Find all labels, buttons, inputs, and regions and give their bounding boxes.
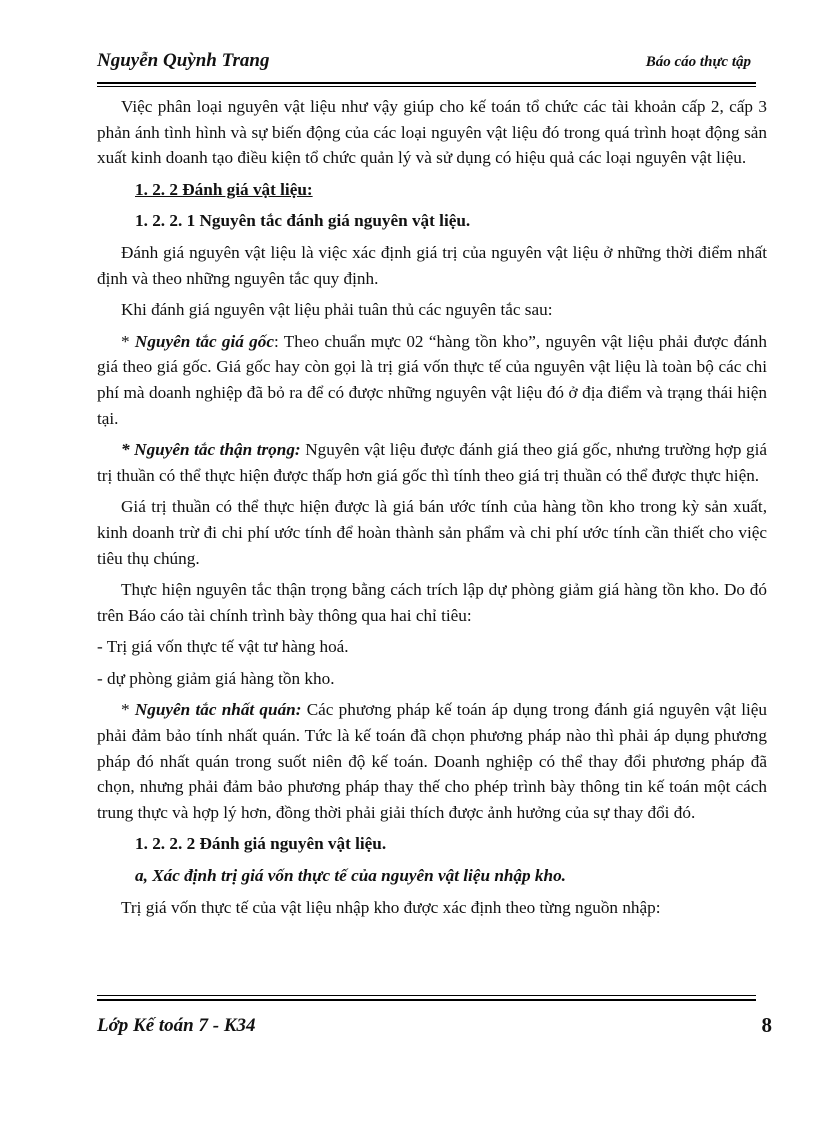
bullet-star: * — [121, 700, 135, 720]
paragraph-historical-cost — [97, 329, 767, 431]
heading-1-2-2-2: 1. 2. 2. 2 Đánh giá nguyên vật liệu. — [135, 834, 387, 854]
text-consistency: Các phương pháp kế toán áp dụng trong đánh giá nguyên vật liệu phải đảm bảo tính nhất quán. Tức là kế toán đã chọn phương pháp nào thì phải áp dụng phương pháp đó nhất quán trong suốt niên độ kế toán. Doanh nghiệp có thể thay đổi phương pháp đã chọn, nhưng phải đảm bảo phương pháp thay thế cho phép trình bày thông tin kế toán một cách trung thực và hợp lý hơn, đồng thời phải giải thích được ảnh hưởng của sự thay đổi đó. — [97, 700, 767, 822]
paragraph-consistency — [97, 697, 767, 825]
paragraph-provision: Thực hiện nguyên tắc thận trọng bằng cách trích lập dự phòng giảm giá hàng tồn kho. Do đó trên Báo cáo tài chính trình bày thông qua hai chỉ tiêu: — [97, 580, 767, 625]
header-rule-thick — [97, 82, 756, 84]
paragraph-principles-intro: Khi đánh giá nguyên vật liệu phải tuân thủ các nguyên tắc sau: — [121, 300, 553, 320]
page-number: 8 — [761, 1013, 772, 1037]
footer-rule-thick — [97, 999, 756, 1001]
term-consistency: Nguyên tắc nhất quán: — [134, 700, 302, 720]
text-historical-cost: : Theo chuẩn mực 02 “hàng tồn kho”, nguyên vật liệu phải được đánh giá theo giá gốc. Giá gốc hay còn gọi là trị giá vốn thực tế của nguyên vật liệu là toàn bộ các chi phí mà doanh nghiệp đã bỏ ra để có được những nguyên vật liệu đó ở địa điểm và trạng thái hiện tại. — [97, 331, 767, 428]
paragraph-valuation-definition: Đánh giá nguyên vật liệu là việc xác định giá trị của nguyên vật liệu ở những thời điểm nhất định và theo những nguyên tắc quy định. — [97, 242, 767, 288]
bullet-star: * — [121, 331, 135, 351]
footer-rule-thin — [97, 995, 756, 996]
list-item-actual-cost: - Trị giá vốn thực tế vật tư hàng hoá. — [97, 637, 349, 657]
paragraph-net-realizable-value: Giá trị thuần có thể thực hiện được là giá bán ước tính của hàng tồn kho trong kỳ sản xuất, kinh doanh trừ đi chi phí ước tính để hoàn thành sản phẩm và chi phí ước tính cần thiết cho việc tiêu thụ chúng. — [97, 497, 767, 568]
term-prudence: * Nguyên tắc thận trọng: — [121, 440, 301, 460]
paragraph-import-sources: Trị giá vốn thực tế của vật liệu nhập kho được xác định theo từng nguồn nhập: — [121, 897, 661, 917]
paragraph-prudence — [97, 437, 767, 488]
header-rule-thin — [97, 86, 756, 87]
term-historical-cost: Nguyên tắc giá gốc — [134, 331, 274, 351]
header-report-title: Báo cáo thực tập — [645, 54, 751, 70]
header-author: Nguyễn Quỳnh Trang — [97, 50, 270, 71]
heading-1-2-2: 1. 2. 2 Đánh giá vật liệu: — [135, 179, 313, 199]
list-item-provision: - dự phòng giảm giá hàng tồn kho. — [97, 668, 335, 688]
paragraph-classification: Việc phân loại nguyên vật liệu như vậy giúp cho kế toán tổ chức các tài khoản cấp 2, cấp 3 phản ánh tình hình và sự biến động của các loại nguyên vật liệu đó trong quá trình hoạt động sản xuất kinh doanh tạo điều kiện tổ chức quản lý và sử dụng có hiệu quả các loại nguyên vật liệu. — [97, 97, 767, 168]
footer-class-label: Lớp Kế toán 7 - K34 — [97, 1015, 256, 1036]
heading-1-2-2-1: 1. 2. 2. 1 Nguyên tắc đánh giá nguyên vật liệu. — [135, 211, 471, 231]
heading-a-import-cost: a, Xác định trị giá vốn thực tế của nguyên vật liệu nhập kho. — [135, 866, 566, 886]
document-body — [97, 94, 767, 926]
text-prudence: Nguyên vật liệu được đánh giá theo giá gốc, nhưng trường hợp giá trị thuần có thể thực hiện được thấp hơn giá gốc thì tính theo giá trị thuần có thể được thực hiện. — [97, 440, 767, 485]
